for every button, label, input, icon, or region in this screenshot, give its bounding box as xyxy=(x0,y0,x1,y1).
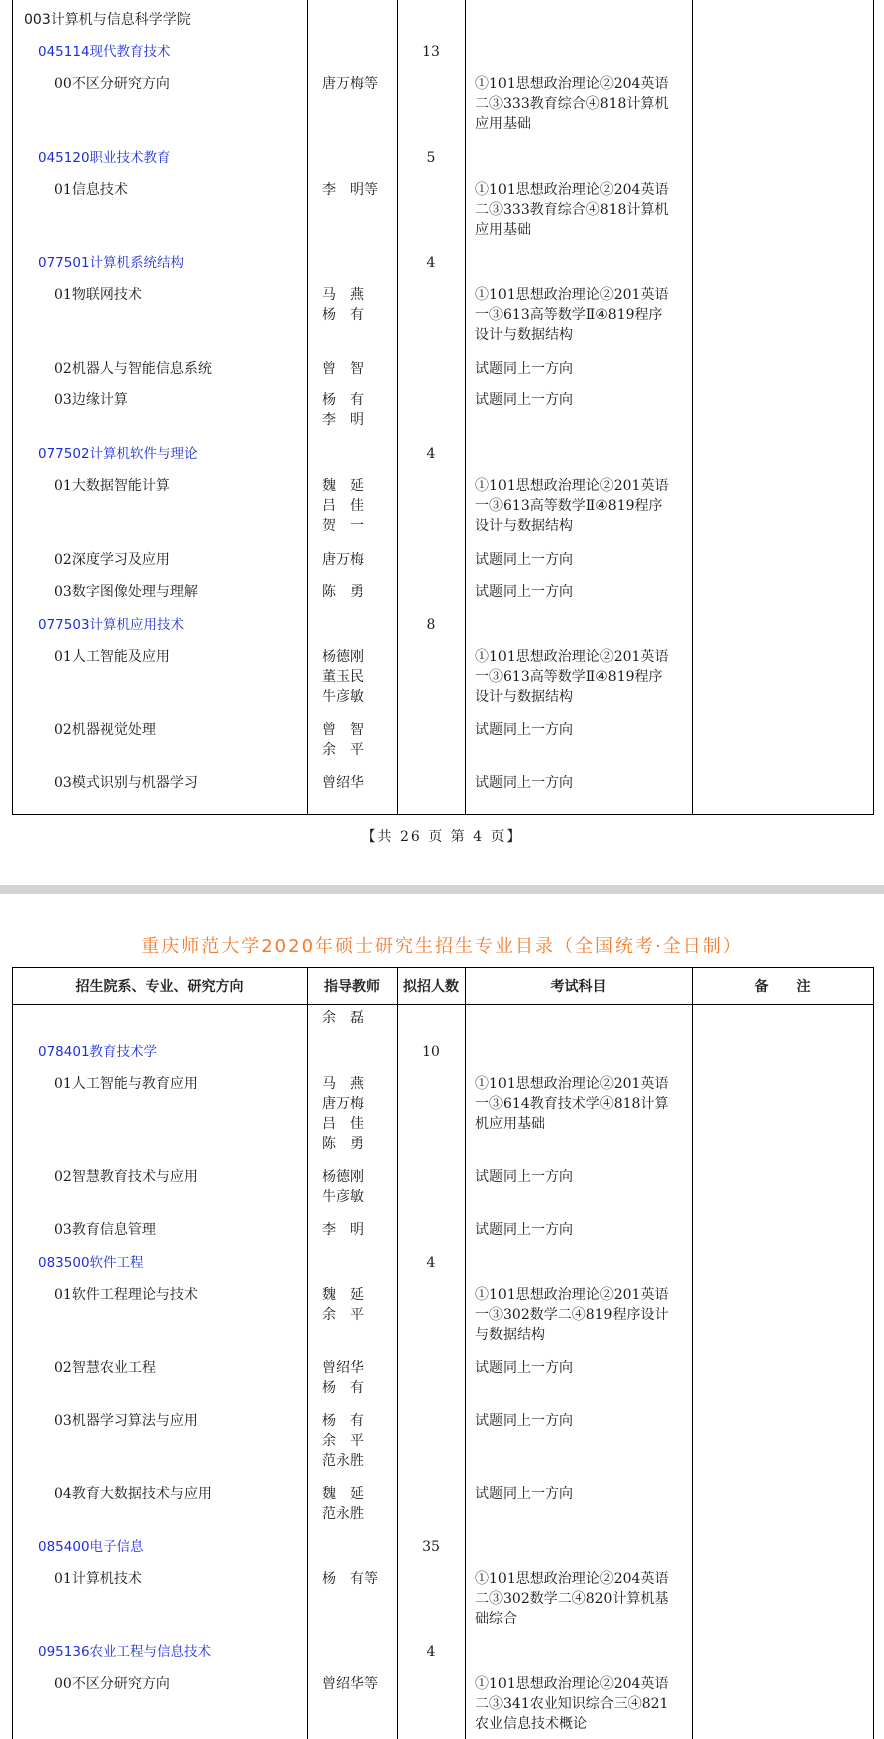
advisor-name: 曾绍华等 xyxy=(322,1676,378,1692)
advisor-name: 唐万梅等 xyxy=(322,76,378,92)
exam-subjects: 试题同上一方向 xyxy=(475,1360,573,1376)
planned-enrollment: 4 xyxy=(426,255,436,271)
advisor-name: 曾绍华 xyxy=(322,1360,364,1376)
advisor-name: 李 明 xyxy=(322,1222,364,1238)
exam-subjects: 试题同上一方向 xyxy=(475,1169,573,1185)
research-direction: 01物联网技术 xyxy=(54,287,142,303)
exam-subjects: 试题同上一方向 xyxy=(475,584,573,600)
research-direction: 01人工智能与教育应用 xyxy=(54,1076,198,1092)
catalog-title: 重庆师范大学2020年硕士研究生招生专业目录（全国统考·全日制） xyxy=(141,936,743,957)
document-page-5 xyxy=(0,894,884,1739)
research-direction: 01软件工程理论与技术 xyxy=(54,1287,198,1303)
advisor-name: 范永胜 xyxy=(322,1453,364,1469)
advisor-name: 吕 佳 xyxy=(322,1116,364,1132)
exam-subjects: ①101思想政治理论②201英语一③614教育技术学④818计算机应用基础 xyxy=(475,1076,669,1132)
research-direction: 01大数据智能计算 xyxy=(54,478,170,494)
planned-enrollment: 13 xyxy=(422,44,440,60)
exam-subjects: 试题同上一方向 xyxy=(475,722,573,738)
advisor-name: 魏 延 xyxy=(322,478,364,494)
research-direction: 03边缘计算 xyxy=(54,392,128,408)
advisor-name: 唐万梅 xyxy=(322,552,364,568)
header-planned-enrollment: 拟招人数 xyxy=(403,979,459,995)
advisor-name: 吕 佳 xyxy=(322,498,364,514)
advisor-name: 陈 勇 xyxy=(322,584,364,600)
exam-subjects: ①101思想政治理论②204英语二③302数学二④820计算机基础综合 xyxy=(475,1571,669,1627)
exam-subjects: 试题同上一方向 xyxy=(475,361,573,377)
research-direction: 00不区分研究方向 xyxy=(54,76,170,92)
major-name: 095136农业工程与信息技术 xyxy=(38,1644,212,1660)
exam-subjects: ①101思想政治理论②204英语二③341农业知识综合三④821农业信息技术概论 xyxy=(475,1676,669,1732)
planned-enrollment: 10 xyxy=(422,1044,440,1060)
planned-enrollment: 4 xyxy=(426,446,436,462)
header-advisors: 指导教师 xyxy=(324,979,380,995)
column-divider-teacher xyxy=(307,967,308,1739)
advisor-name: 杨 有 xyxy=(322,1380,364,1396)
table-border-left xyxy=(12,0,13,815)
advisor-name: 李 明 xyxy=(322,412,364,428)
planned-enrollment: 8 xyxy=(426,617,436,633)
advisor-name: 余 平 xyxy=(322,1433,364,1449)
advisor-name: 魏 延 xyxy=(322,1486,364,1502)
planned-enrollment: 4 xyxy=(426,1255,436,1271)
exam-subjects: ①101思想政治理论②201英语一③613高等数学Ⅱ④819程序设计与数据结构 xyxy=(475,649,669,705)
research-direction: 04教育大数据技术与应用 xyxy=(54,1486,212,1502)
college-name: 003计算机与信息科学学院 xyxy=(24,12,191,28)
column-divider-teacher xyxy=(307,0,308,815)
advisor-name: 杨德刚 xyxy=(322,649,364,665)
research-direction: 02深度学习及应用 xyxy=(54,552,170,568)
column-divider-exam xyxy=(465,0,466,815)
column-divider-exam xyxy=(465,967,466,1739)
column-divider-notes xyxy=(692,967,693,1739)
advisor-name: 余 平 xyxy=(322,742,364,758)
major-name: 045114现代教育技术 xyxy=(38,44,171,60)
table-border-right xyxy=(873,967,874,1739)
advisor-name: 杨德刚 xyxy=(322,1169,364,1185)
advisor-name: 董玉民 xyxy=(322,669,364,685)
advisor-name: 魏 延 xyxy=(322,1287,364,1303)
advisor-name: 马 燕 xyxy=(322,287,364,303)
exam-subjects: ①101思想政治理论②201英语一③613高等数学Ⅱ④819程序设计与数据结构 xyxy=(475,478,669,534)
major-name: 085400电子信息 xyxy=(38,1539,144,1555)
advisor-name: 唐万梅 xyxy=(322,1096,364,1112)
major-name: 078401教育技术学 xyxy=(38,1044,158,1060)
major-name: 077503计算机应用技术 xyxy=(38,617,185,633)
advisor-name: 贺 一 xyxy=(322,518,364,534)
column-divider-notes xyxy=(692,0,693,815)
table-border-right xyxy=(873,0,874,815)
page-footer: 【共 26 页 第 4 页】 xyxy=(361,829,523,845)
research-direction: 01信息技术 xyxy=(54,182,128,198)
exam-subjects: ①101思想政治理论②201英语一③302数学二④819程序设计与数据结构 xyxy=(475,1287,669,1343)
exam-subjects: 试题同上一方向 xyxy=(475,775,573,791)
header-exam-subjects: 考试科目 xyxy=(550,979,607,995)
advisor-name: 杨 有 xyxy=(322,1413,364,1429)
research-direction: 02机器视觉处理 xyxy=(54,722,156,738)
advisor-name: 杨 有 xyxy=(322,392,364,408)
research-direction: 01计算机技术 xyxy=(54,1571,142,1587)
advisor-name: 杨 有 xyxy=(322,307,364,323)
advisor-name: 牛彦敏 xyxy=(322,1189,364,1205)
advisor-name: 余 平 xyxy=(322,1307,364,1323)
planned-enrollment: 4 xyxy=(426,1644,436,1660)
exam-subjects: ①101思想政治理论②204英语二③333教育综合④818计算机应用基础 xyxy=(475,182,669,238)
exam-subjects: 试题同上一方向 xyxy=(475,1486,573,1502)
page-separator xyxy=(0,885,884,894)
research-direction: 02智慧教育技术与应用 xyxy=(54,1169,198,1185)
advisor-name: 范永胜 xyxy=(322,1506,364,1522)
header-notes: 备 注 xyxy=(754,979,811,995)
major-name: 045120职业技术教育 xyxy=(38,150,171,166)
major-name: 077502计算机软件与理论 xyxy=(38,446,198,462)
research-direction: 03数字图像处理与理解 xyxy=(54,584,198,600)
advisor-name: 李 明等 xyxy=(322,182,378,198)
table-border-left xyxy=(12,967,13,1739)
header-bottom-border xyxy=(12,1004,874,1005)
advisor-name: 曾 智 xyxy=(322,361,364,377)
planned-enrollment: 35 xyxy=(422,1539,440,1555)
exam-subjects: 试题同上一方向 xyxy=(475,392,573,408)
exam-subjects: 试题同上一方向 xyxy=(475,1413,573,1429)
advisor-name: 杨 有等 xyxy=(322,1571,378,1587)
advisor-name: 曾 智 xyxy=(322,722,364,738)
advisor-name: 余 磊 xyxy=(322,1010,364,1026)
planned-enrollment: 5 xyxy=(426,150,436,166)
research-direction: 02机器人与智能信息系统 xyxy=(54,361,212,377)
exam-subjects: 试题同上一方向 xyxy=(475,1222,573,1238)
research-direction: 03模式识别与机器学习 xyxy=(54,775,198,791)
column-divider-number xyxy=(397,967,398,1739)
advisor-name: 陈 勇 xyxy=(322,1136,364,1152)
research-direction: 03教育信息管理 xyxy=(54,1222,156,1238)
exam-subjects: ①101思想政治理论②201英语一③613高等数学Ⅱ④819程序设计与数据结构 xyxy=(475,287,669,343)
research-direction: 01人工智能及应用 xyxy=(54,649,170,665)
exam-subjects: ①101思想政治理论②204英语二③333教育综合④818计算机应用基础 xyxy=(475,76,669,132)
table-bottom-border xyxy=(12,814,874,815)
research-direction: 02智慧农业工程 xyxy=(54,1360,156,1376)
exam-subjects: 试题同上一方向 xyxy=(475,552,573,568)
advisor-name: 曾绍华 xyxy=(322,775,364,791)
research-direction: 03机器学习算法与应用 xyxy=(54,1413,198,1429)
column-divider-number xyxy=(397,0,398,815)
research-direction: 00不区分研究方向 xyxy=(54,1676,170,1692)
major-name: 083500软件工程 xyxy=(38,1255,144,1271)
advisor-name: 牛彦敏 xyxy=(322,689,364,705)
table-top-border xyxy=(12,967,874,968)
major-name: 077501计算机系统结构 xyxy=(38,255,185,271)
advisor-name: 马 燕 xyxy=(322,1076,364,1092)
header-programs: 招生院系、专业、研究方向 xyxy=(75,979,244,995)
